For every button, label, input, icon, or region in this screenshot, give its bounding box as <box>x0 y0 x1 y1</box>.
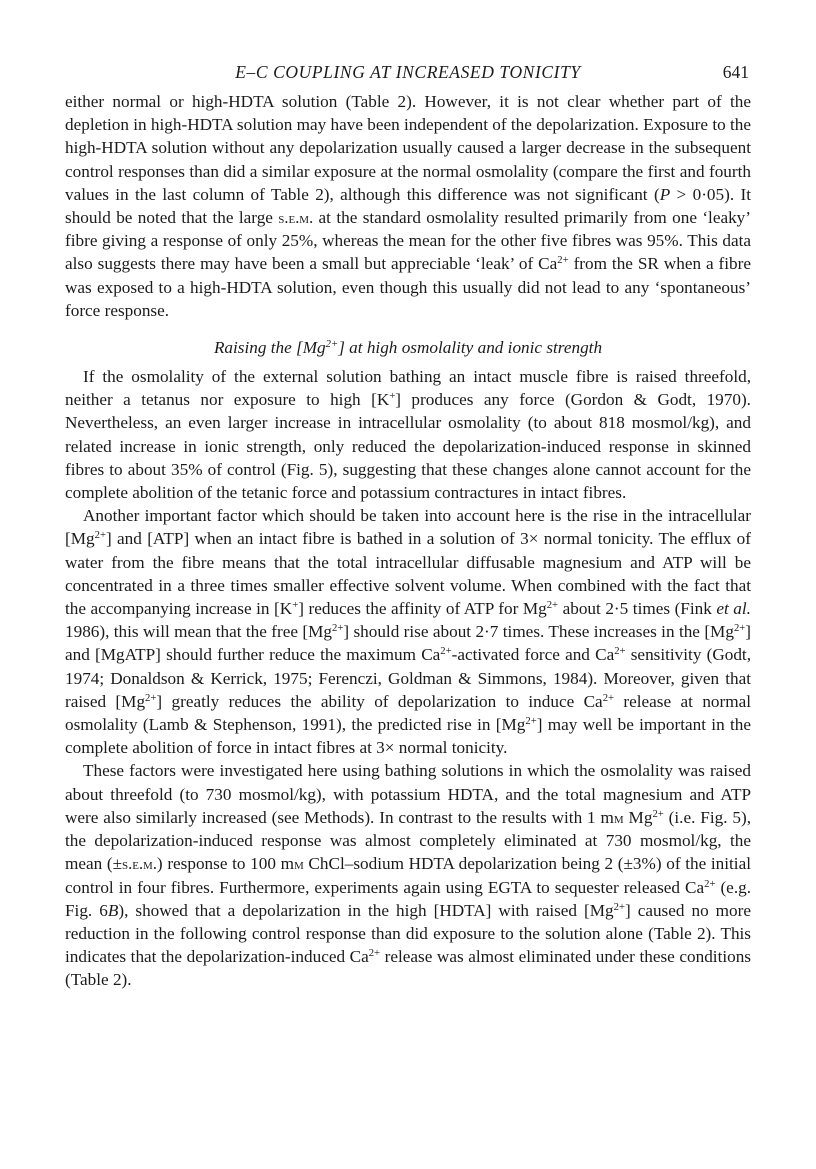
running-title: E–C COUPLING AT INCREASED TONICITY <box>235 62 581 82</box>
paragraph-4: These factors were investigated here using bathing solutions in which the osmolality was raised about threefold (to 730 mosmol/kg), with potassium HDTA, and the total magnesium and ATP were also similarly increased (see Methods). In contrast to the results with 1 mm $Mg^{2+}$ (i.e. Fig. 5), the depolarization-induced response was almost completely eliminated at 730 mosmol/kg, the mean (±s.e.m.) response to 100 mm ChCl–sodium HDTA depolarization being 2 (±3%) of the initial control in four fibres. Furthermore, experiments again using EGTA to sequester released $Ca^{2+}$ (e.g. Fig. 6B), showed that a depolarization in the high [HDTA] with raised $[Mg^{2+}]$ caused no more reduction in the following control response than did exposure to the solution alone (Table 2). This indicates that the depolarization-induced $Ca^{2+}$ release was almost eliminated under these conditions (Table 2). <box>65 761 752 990</box>
page <box>65 62 751 992</box>
page-header <box>65 62 751 90</box>
section-heading: Raising the $[Mg^{2+}]$ at high osmolality and ionic strength <box>213 338 603 358</box>
paragraph-2: If the osmolality of the external solution bathing an intact muscle fibre is raised threefold, neither a tetanus nor exposure to high [K+] produces any force (Gordon & Godt, 1970). Nevertheless, an even larger increase in intracellular osmolality (to about 818 mosmol/kg), and related increase in ionic strength, only reduced the depolarization-induced response in skinned fibres to about 35% of control (Fig. 5), suggesting that these changes alone cannot account for the complete abolition of the tetanic force and potassium contractures in intact fibres. <box>65 367 751 503</box>
page-number: 641 <box>722 62 749 82</box>
paragraph-1: either normal or high-HDTA solution (Table 2). However, it is not clear whether part of the depletion in high-HDTA solution may have been independent of the depolarization. Exposure to the high-HDTA solution without any depolarization usually caused a larger decrease in the subsequent control responses than did a similar exposure at the normal osmolality (compare the first and fourth values in the last column of Table 2), although this difference was not significant (P > 0·05). It should be noted that the large s.e.m. at the standard osmolality resulted primarily from one ‘leaky’ fibre giving a response of only 25%, whereas the mean for the other five fibres was 95%. This data also suggests there may have been a small but appreciable ‘leak’ of $Ca^{2+}$ from the SR when a fibre was exposed to a high-HDTA solution, even though this usually did not lead to any ‘spontaneous’ force response. <box>65 92 752 320</box>
paragraph-3: Another important factor which should be taken into account here is the rise in the intracellular $[Mg^{2+}]$ and [ATP] when an intact fibre is bathed in a solution of 3× normal tonicity. The efflux of water from the fibre means that the total intracellular diffusable magnesium and ATP will be concentrated in a three times smaller effective solvent volume. When combined with the fact that the accompanying increase in [K+] reduces the affinity of ATP for $Mg^{2+}$ about 2·5 times (Fink et al. 1986), this will mean that the free $[Mg^{2+}]$ should rise about 2·7 times. These increases in the $[Mg^{2+}]$ and [MgATP] should further reduce the maximum $Ca^{2+}$-activated force and $Ca^{2+}$ sensitivity (Godt, 1974; Donaldson & Kerrick, 1975; Ferenczi, Goldman & Simmons, 1984). Moreover, given that raised $[Mg^{2+}]$ greatly reduces the ability of depolarization to induce $Ca^{2+}$ release at normal osmolality (Lamb & Stephenson, 1991), the predicted rise in $[Mg^{2+}]$ may well be important in the complete abolition of force in intact fibres at 3× normal tonicity. <box>65 506 752 758</box>
